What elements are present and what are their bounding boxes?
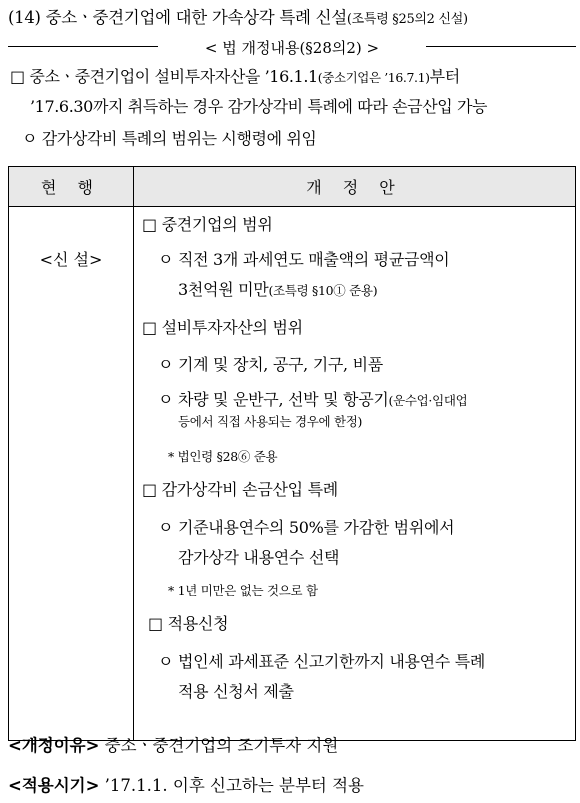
proposed-cell bbox=[134, 207, 576, 741]
current-value: <신 설> bbox=[39, 250, 103, 269]
header-current: 현 행 bbox=[9, 167, 134, 207]
comparison-table bbox=[8, 166, 576, 741]
heading-application: □ 적용신청 bbox=[148, 614, 229, 633]
law-line-1-note: (중소기업은 ’16.7.1) bbox=[317, 70, 430, 85]
apply-label: <적용시기> bbox=[8, 776, 100, 795]
law-line-1-end: 부터 bbox=[429, 67, 460, 86]
apply-line bbox=[8, 772, 364, 796]
reason-text: 중소ㆍ중견기업의 조기투자 지원 bbox=[104, 736, 339, 755]
table-body-row bbox=[9, 207, 576, 741]
title-sub: (조특령 §25의2 신설) bbox=[346, 12, 468, 27]
item-revenue-criteria-cont bbox=[178, 277, 377, 300]
reason-line bbox=[8, 732, 338, 756]
heading-asset-scope: □ 설비투자자산의 범위 bbox=[142, 318, 303, 337]
note-under-one-year: * 1년 미만은 없는 것으로 함 bbox=[168, 583, 318, 598]
heading-midsize-scope: □ 중견기업의 범위 bbox=[142, 215, 273, 234]
law-line-2: ’17.6.30까지 취득하는 경우 감가상각비 특례에 따라 손금산입 가능 bbox=[30, 97, 488, 116]
item-machinery: ㅇ 기계 및 장치, 공구, 기구, 비품 bbox=[158, 355, 383, 374]
item-useful-life: ㅇ 기준내용연수의 50%를 가감한 범위에서 bbox=[158, 518, 455, 537]
table-header-row bbox=[9, 167, 576, 207]
heading-depreciation-special: □ 감가상각비 손금산입 특례 bbox=[142, 480, 338, 499]
law-line-1 bbox=[10, 64, 575, 87]
note-corporate-decree: * 법인령 §28⑥ 준용 bbox=[168, 449, 278, 464]
current-cell bbox=[9, 207, 134, 741]
section-rule-right bbox=[426, 46, 576, 47]
item-vehicles bbox=[158, 387, 467, 410]
vehicles-note: (운수업·임대업 bbox=[388, 393, 468, 408]
vehicles-text: ㅇ 차량 및 운반구, 선박 및 항공기 bbox=[158, 390, 389, 409]
revenue-reference: (조특령 §10① 준용) bbox=[268, 283, 378, 298]
law-line-3: ㅇ 감가상각비 특례의 범위는 시행령에 위임 bbox=[22, 129, 317, 148]
section-header bbox=[8, 37, 576, 57]
section-header-label: < 법 개정내용(§28의2) > bbox=[204, 39, 380, 57]
item-revenue-criteria: ㅇ 직전 3개 과세연도 매출액의 평균금액이 bbox=[158, 250, 450, 269]
header-proposed: 개 정 안 bbox=[134, 167, 576, 207]
revenue-limit: 3천억원 미만 bbox=[178, 280, 269, 299]
law-line-1-text: □ 중소ㆍ중견기업이 설비투자자산을 ’16.1.1 bbox=[10, 67, 318, 86]
item-application-cont: 적용 신청서 제출 bbox=[178, 682, 294, 701]
item-useful-life-cont: 감가상각 내용연수 선택 bbox=[178, 548, 340, 567]
apply-text: ’17.1.1. 이후 신고하는 분부터 적용 bbox=[104, 776, 364, 795]
reason-label: <개정이유> bbox=[8, 736, 100, 755]
item-application-deadline: ㅇ 법인세 과세표준 신고기한까지 내용연수 특례 bbox=[158, 652, 486, 671]
page-title bbox=[8, 4, 578, 28]
title-main: (14) 중소ㆍ중견기업에 대한 가속상각 특례 신설 bbox=[8, 8, 347, 27]
item-vehicles-cont: 등에서 직접 사용되는 경우에 한정) bbox=[178, 414, 363, 429]
